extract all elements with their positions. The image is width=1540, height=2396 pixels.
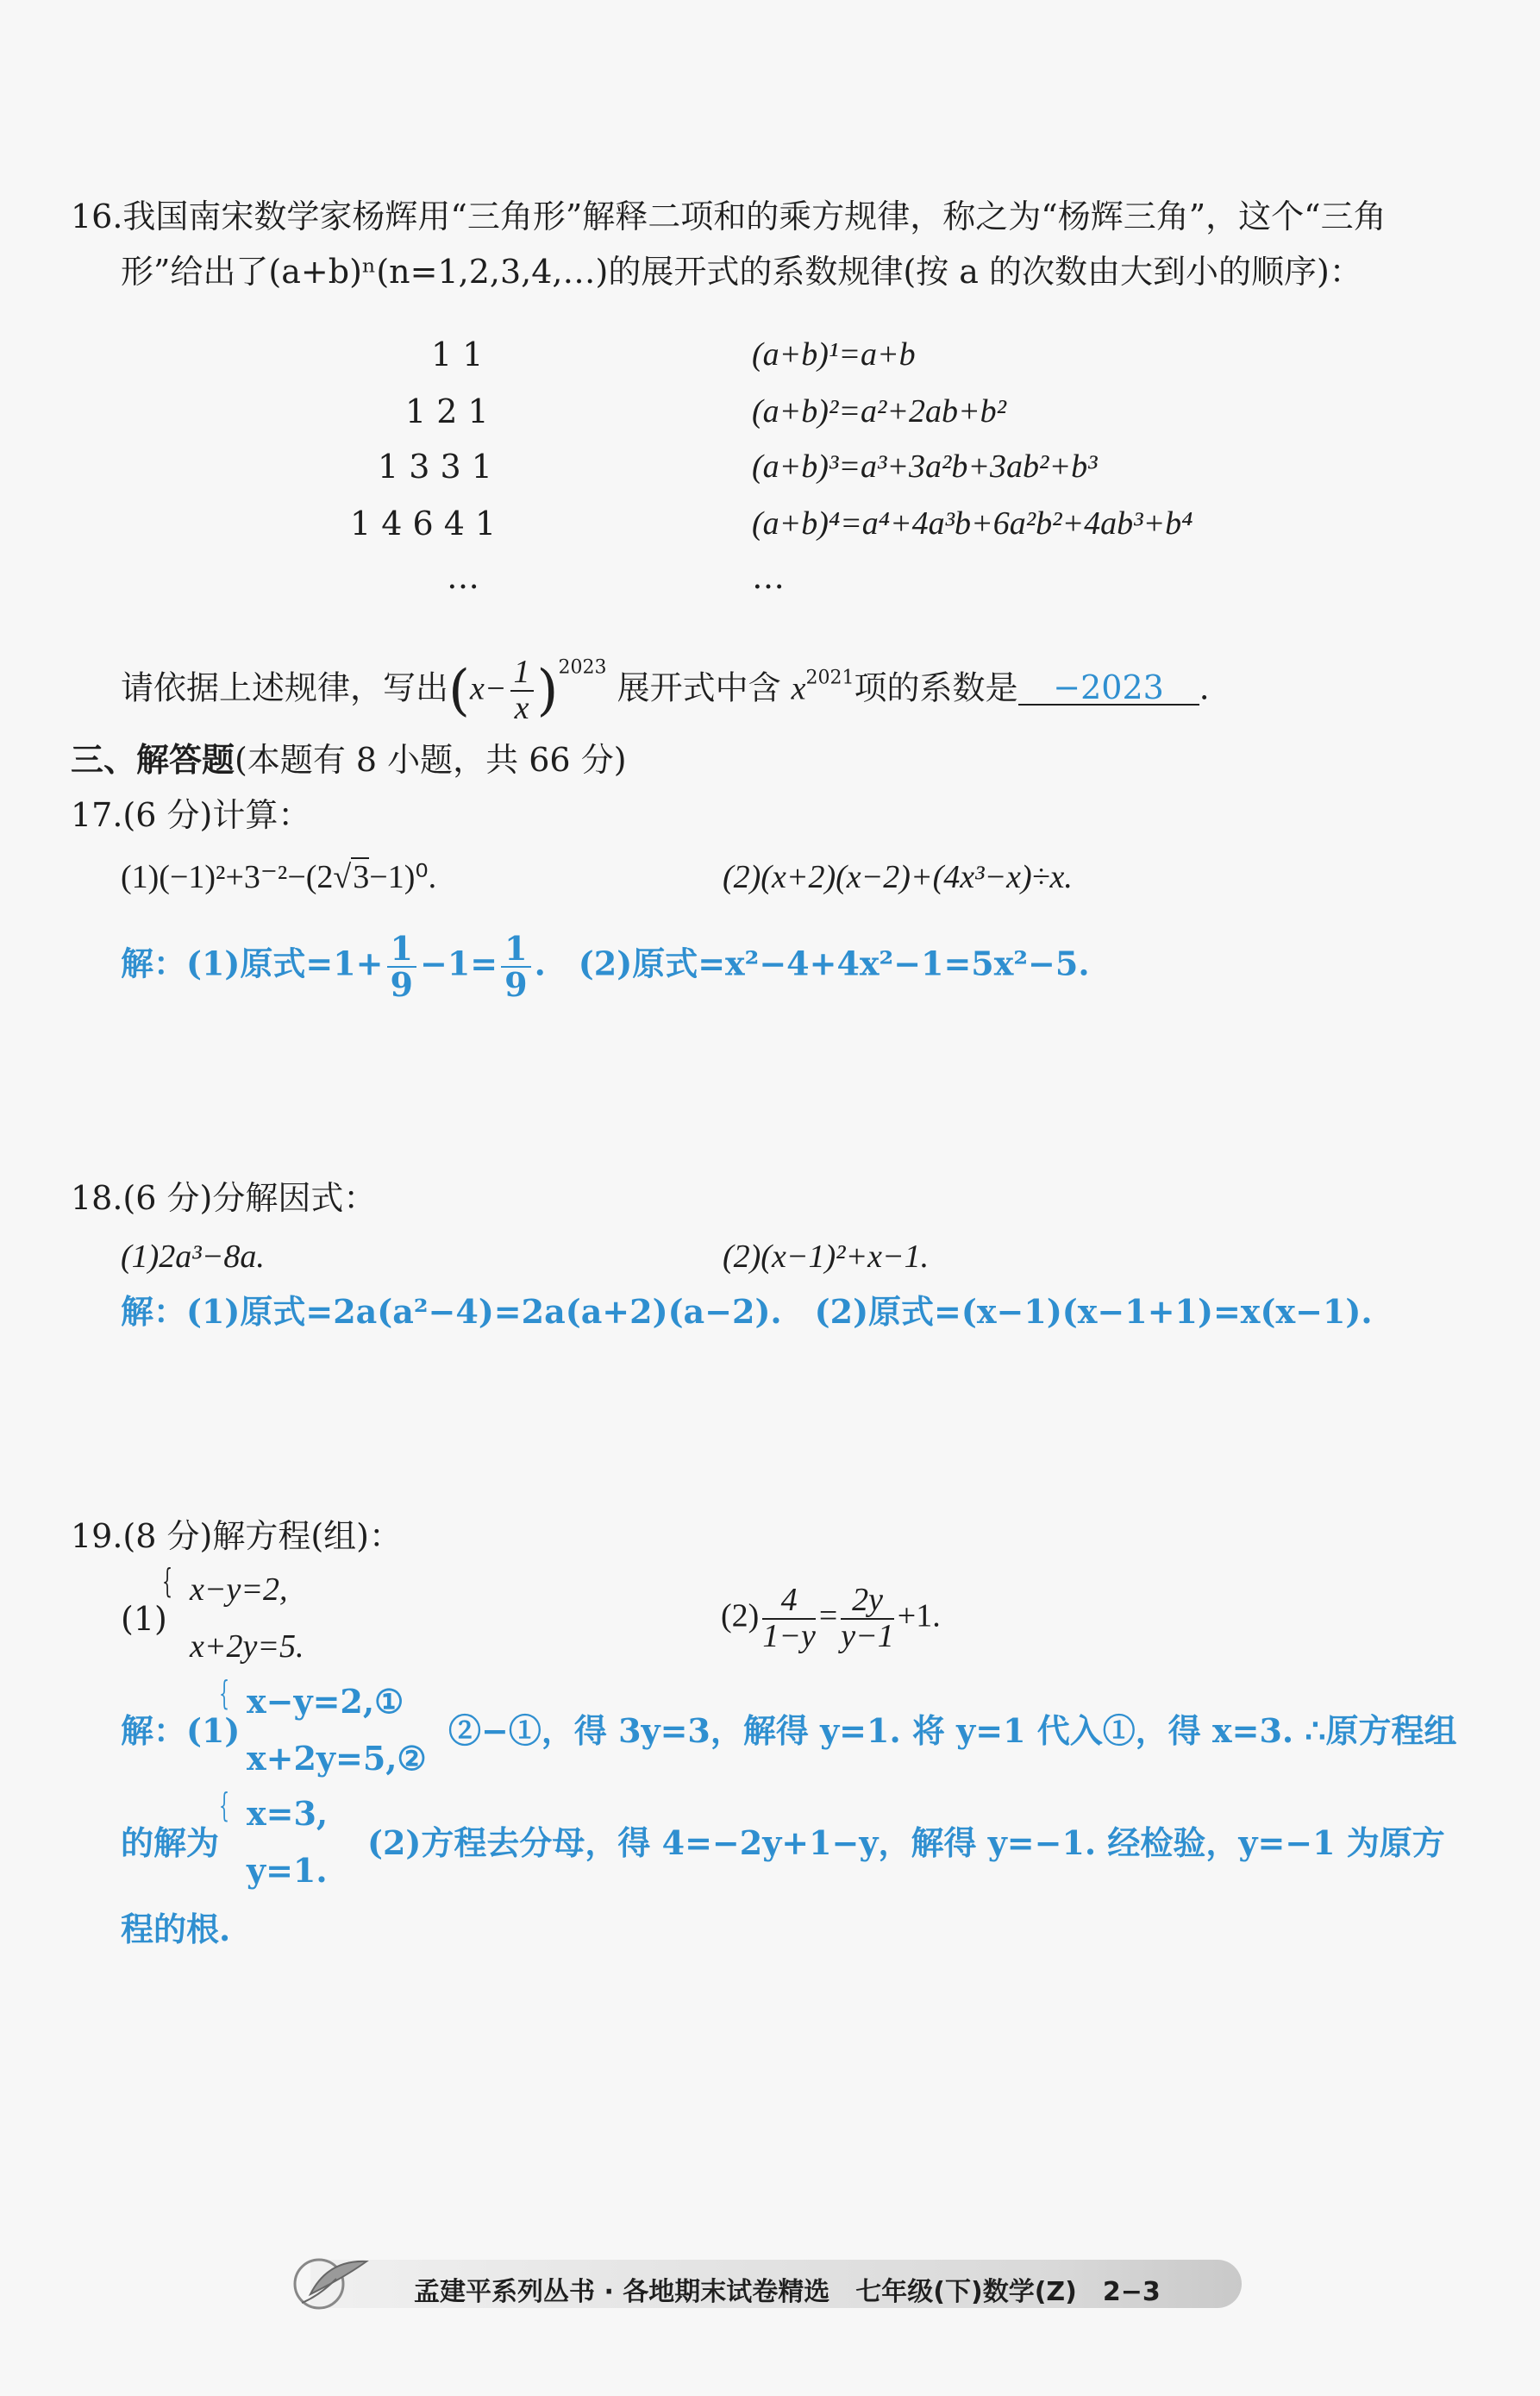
term-x: x — [791, 670, 806, 707]
fraction-2y-over-y-minus-1 — [841, 1584, 894, 1654]
term-power: 2021 — [805, 667, 855, 689]
section-title: 三、解答题 — [71, 740, 235, 779]
q19-title: 19.(8 分)解方程(组)： — [71, 1517, 402, 1555]
q17-sol-a: 解：(1)原式=1+ — [121, 944, 384, 983]
q19-sol-eq1: x−y=2,① — [247, 1682, 404, 1721]
fraction-1-over-x — [510, 655, 534, 726]
triangle-row-5: … — [447, 558, 479, 596]
q19-part2 — [721, 1584, 941, 1654]
prompt-mid: 展开式中含 — [617, 668, 781, 707]
frac-num: 2y — [841, 1584, 894, 1620]
q19-sol-y: y=1. — [247, 1851, 328, 1890]
triangle-row-3: 1 3 3 1 — [378, 448, 492, 486]
fraction-one-ninth-1 — [387, 931, 416, 1002]
expansion-2: (a+b)²=a²+2ab+b² — [752, 393, 1007, 430]
q16-prompt: 请依据上述规律，写出(x− $\frac{1}{x}$ )$^{2023}$ 展开式中含 $x^{2021}$项的系数是 −2023 . — [121, 654, 1210, 726]
q19-sol-x: x=3, — [247, 1794, 329, 1833]
frac-den: x — [514, 689, 529, 726]
q17-sol-c: . (2)原式=x²−4+4x²−1=5x²−5. — [534, 944, 1090, 983]
prompt-after: 项的系数是 — [854, 668, 1018, 707]
frac-den: 9 — [390, 964, 413, 1004]
fraction-one-ninth-2 — [501, 931, 530, 1002]
q19-sol-label: 解：(1) — [121, 1711, 241, 1750]
q18-part1: (1)2a³−8a. — [121, 1239, 265, 1275]
q17-p1-end: −1)⁰. — [369, 859, 437, 895]
leaf-logo-icon — [285, 2242, 379, 2320]
expansion-3: (a+b)³=a³+3a²b+3ab²+b³ — [752, 448, 1098, 485]
q17-title: 17.(6 分)计算： — [71, 796, 311, 834]
brace-icon: { — [162, 1562, 173, 1600]
frac-num: 4 — [762, 1584, 816, 1620]
prompt-before: 请依据上述规律，写出 — [121, 668, 449, 707]
q17-part2: (2)(x+2)(x−2)+(4x³−x)÷x. — [723, 859, 1073, 895]
q19-p1-eq2: x+2y=5. — [190, 1628, 304, 1665]
q19-p2-end: +1. — [897, 1597, 941, 1634]
frac-den: 1−y — [762, 1617, 816, 1654]
q17-solution — [121, 931, 1090, 1002]
expr-x: x− — [469, 670, 507, 707]
frac-den: 9 — [504, 964, 528, 1004]
power-2023: 2023 — [558, 656, 607, 679]
q19-sol-text1: ②−①，得 3y=3，解得 y=1. 将 y=1 代入①，得 x=3. ∴原方程组 — [448, 1711, 1457, 1750]
frac-num: 1 — [501, 931, 530, 968]
q17-p1-text: (1)(−1)²+3⁻²−(2 — [121, 859, 334, 895]
q19-p1-eq1: x−y=2, — [190, 1571, 288, 1608]
brace-icon: { — [219, 1786, 230, 1824]
sqrt-radicand: 3 — [353, 859, 370, 895]
q17-sol-b: −1= — [419, 944, 498, 983]
q19-sol-text3: 程的根. — [121, 1910, 231, 1948]
q18-solution: 解：(1)原式=2a(a²−4)=2a(a+2)(a−2). (2)原式=(x−1)(x−1+1)=x(x−1). — [121, 1292, 1373, 1331]
triangle-row-1: 1 1 — [431, 336, 484, 373]
q19-sol-text2: (2)方程去分母，得 4=−2y+1−y，解得 y=−1. 经检验，y=−1 为原方 — [367, 1823, 1445, 1862]
q19-p2-label: (2) — [721, 1597, 760, 1634]
frac-den: y−1 — [841, 1617, 894, 1654]
q19-sol-eq2: x+2y=5,② — [247, 1739, 427, 1778]
frac-num: 1 — [387, 931, 416, 968]
triangle-row-4: 1 4 6 4 1 — [350, 505, 497, 543]
expansion-1: (a+b)¹=a+b — [752, 336, 916, 373]
answer-blank: −2023 — [1018, 671, 1199, 706]
expansion-4: (a+b)⁴=a⁴+4a³b+6a²b²+4ab³+b⁴ — [752, 505, 1193, 542]
q17-part1: (1)(−1)²+3⁻²−(2√3−1)⁰. — [121, 859, 437, 895]
triangle-row-2: 1 2 1 — [405, 392, 489, 430]
section-heading — [71, 740, 627, 779]
expansion-5: … — [752, 558, 785, 596]
q18-part2: (2)(x−1)²+x−1. — [723, 1239, 930, 1275]
brace-icon: { — [219, 1674, 230, 1712]
q16-line2: 形”给出了(a+b)ⁿ(n=1,2,3,4,…)的展开式的系数规律(按 a 的次数由大到小的顺序)： — [121, 253, 1362, 291]
fraction-4-over-1-minus-y — [762, 1584, 816, 1654]
equals: = — [818, 1597, 838, 1634]
frac-num: 1 — [510, 655, 534, 692]
section-note: (本题有 8 小题，共 66 分) — [235, 741, 627, 779]
q19-p1-label: (1) — [121, 1600, 167, 1638]
q18-title: 18.(6 分)分解因式： — [71, 1179, 377, 1217]
footer-text: 孟建平系列丛书 · 各地期末试卷精选 七年级(下)数学(Z) 2−3 — [414, 2277, 1161, 2307]
end-period: . — [1199, 668, 1210, 707]
q19-sol-label2: 的解为 — [121, 1823, 220, 1862]
q16-line1: 16.我国南宋数学家杨辉用“三角形”解释二项和的乘方规律，称之为“杨辉三角”，这个“三角 — [71, 198, 1387, 235]
